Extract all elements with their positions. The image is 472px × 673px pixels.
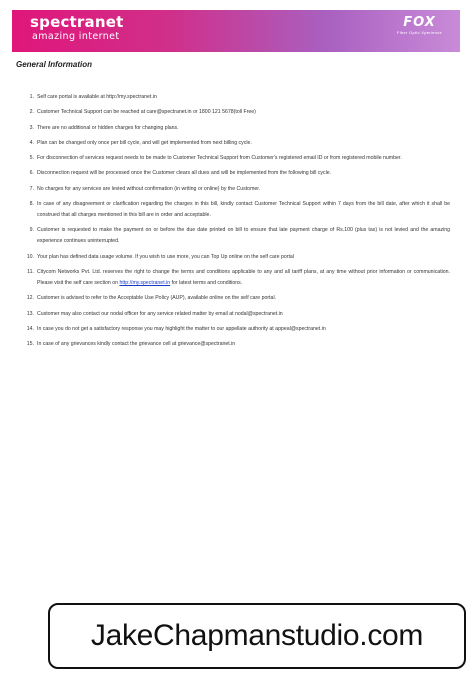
list-item (22, 324, 450, 335)
item-number: 10. (26, 253, 34, 260)
list-item (22, 309, 450, 320)
list-item (22, 123, 450, 134)
list-item (22, 138, 450, 149)
partner-name: FOX (403, 15, 436, 30)
list-item (22, 153, 450, 164)
item-text: Customer Technical Support can be reached at care@spectranet.in or 1800 121 5678(toll Free) (37, 109, 256, 116)
list-item (22, 267, 450, 289)
item-number: 8. (29, 201, 34, 208)
list-item (22, 199, 450, 221)
brand-name: spectranet (30, 13, 124, 31)
item-text: for latest terms and conditions. (170, 279, 243, 286)
item-text: Self care portal is available at http://my.spectranet.in (37, 94, 157, 100)
list-item (22, 92, 450, 103)
self-care-link[interactable]: http://my.spectranet.in (119, 279, 171, 286)
brand-tagline: amazing internet (32, 31, 120, 42)
header-banner (12, 10, 460, 52)
section-title: General Information (16, 60, 93, 69)
item-number: 11. (27, 268, 34, 275)
list-item (22, 168, 450, 179)
item-number: 3. (29, 124, 34, 131)
item-number: 2. (29, 109, 34, 116)
item-text: Citycom Networks Pvt. Ltd. reserves the right to change the terms and conditions applicable to any and all tariff plans, at any time without prior information or communication. Please visit the self care section on (37, 268, 450, 286)
item-text: For disconnection of services request needs to be made to Customer Technical Support from Customer's registered email ID or from registered mobile number. (37, 155, 402, 162)
item-text: Disconnection request will be processed once the Customer clears all dues and will be implemented from the following bill cycle. (37, 170, 332, 177)
item-number: 1. (29, 94, 34, 100)
item-number: 13. (26, 310, 34, 317)
terms-list (22, 92, 450, 354)
list-item (22, 184, 450, 195)
item-text: In case of any disagreement or clarification regarding the charges in this bill, kindly contact Customer Technical Support within 7 days from the bill date, after which it shall be construed that all charges mentioned in this bill are in order and acceptable. (37, 201, 450, 219)
watermark-box (48, 603, 466, 669)
item-text: Customer may also contact our nodal officer for any service related matter by email at nodal@spectranet.in (37, 310, 283, 317)
item-number: 15. (26, 341, 34, 348)
item-number: 9. (29, 227, 34, 234)
item-number: 14. (26, 325, 34, 332)
partner-tagline: Fiber Optic Xperience (397, 30, 442, 35)
list-item (22, 252, 450, 263)
list-item (22, 293, 450, 304)
item-number: 12. (26, 295, 34, 302)
list-item (22, 107, 450, 118)
item-text: In case you do not get a satisfactory response you may highlight the matter to our appellate authority at appeal@spectranet.in (37, 325, 326, 332)
item-text: Your plan has defined data usage volume. If you wish to use more, you can Top Up online on the self care portal (37, 253, 294, 260)
item-text: Customer is advised to refer to the Acceptable Use Policy (AUP), available online on the self care portal. (37, 295, 277, 302)
item-number: 6. (29, 170, 34, 177)
item-number: 7. (29, 185, 34, 192)
brand-logo (30, 14, 123, 43)
list-item (22, 339, 450, 350)
item-text: Customer is requested to make the payment on or before the due date printed on bill to ensure that late payment charge of Rs.100 (plus tax) is not levied and the amazing experience continues uninterrupted. (37, 227, 450, 245)
watermark-text: JakeChapmanstudio.com (90, 619, 424, 652)
list-item (22, 225, 450, 247)
item-text: In case of any grievances kindly contact the grievance cell at grievance@spectranet.in (37, 341, 236, 348)
item-text: There are no additional or hidden charges for changing plans. (37, 124, 179, 131)
item-text: Plan can be changed only once per bill cycle, and will get implemented from next billing cycle. (37, 139, 252, 146)
item-number: 4. (29, 139, 34, 146)
partner-logo (397, 15, 442, 35)
item-number: 5. (29, 155, 34, 162)
item-text: No charges for any services are levied without confirmation (in writing or online) by the Customer. (37, 185, 261, 192)
